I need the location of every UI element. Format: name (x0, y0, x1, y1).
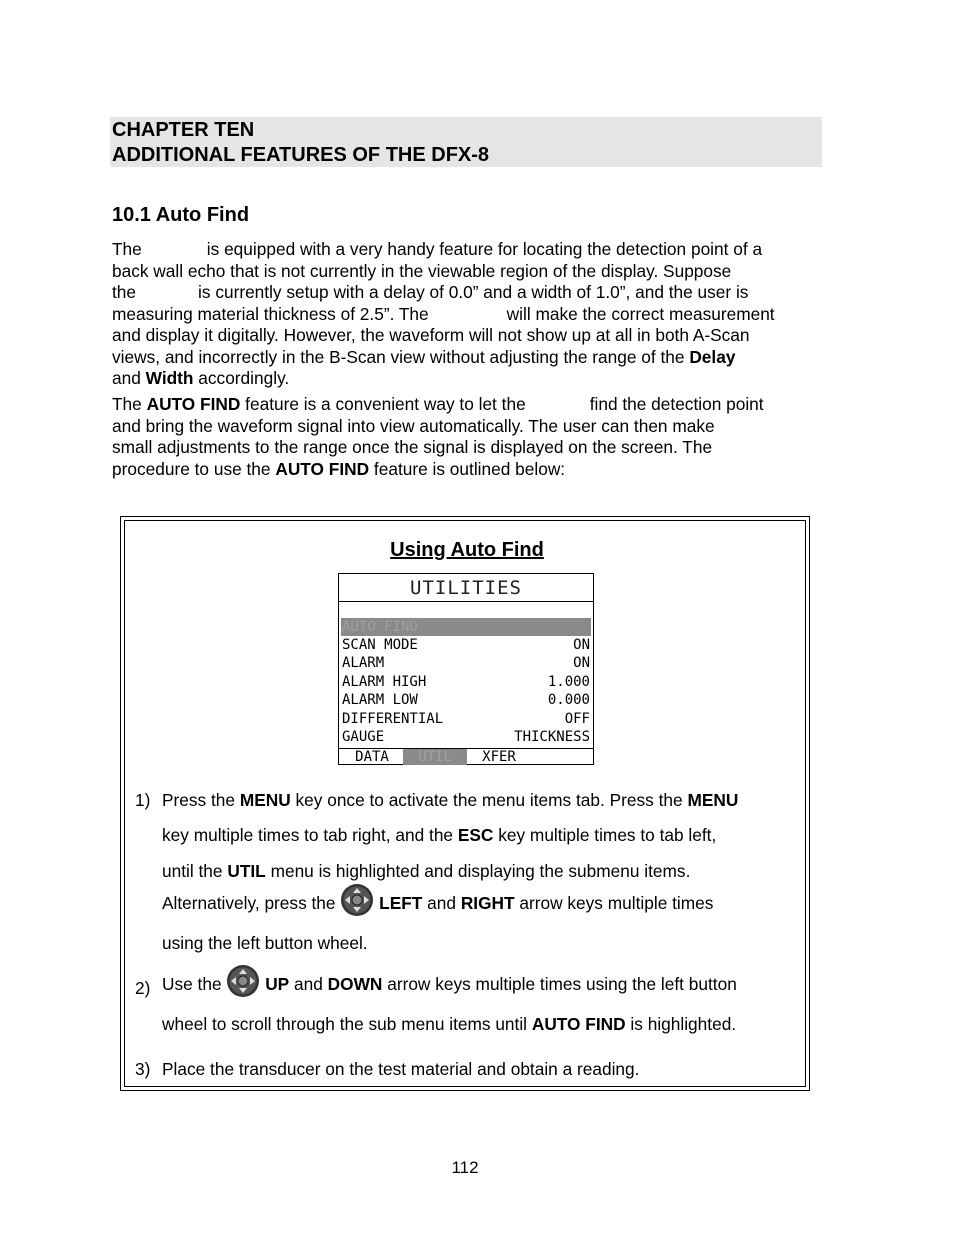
step-line (162, 883, 713, 917)
key-name: UP (265, 974, 290, 994)
key-name: AUTO FIND (531, 1014, 626, 1034)
text: will make the correct measurement (506, 303, 775, 324)
chapter-heading (110, 117, 822, 167)
menu-item-value: ON (573, 655, 590, 671)
menu-item-label: DIFFERENTIAL (342, 711, 444, 727)
text-line (112, 239, 824, 261)
device-menu-screen (338, 573, 594, 765)
text: arrow keys multiple times (519, 893, 714, 913)
section-title: 10.1 Auto Find (112, 204, 250, 226)
step-line: Place the transducer on the test material and obtain a reading. (162, 1059, 640, 1079)
menu-item-value: OFF (564, 711, 590, 727)
text-line: back wall echo that is not currently in the viewable region of the display. Suppose (112, 260, 732, 281)
key-name: UTIL (227, 861, 266, 881)
text: The (112, 239, 142, 259)
menu-item-alarm-high[interactable] (341, 673, 591, 691)
text-line: small adjustments to the range once the signal is displayed on the screen. The (112, 437, 713, 457)
text: feature is a convenient way to let the (245, 394, 526, 414)
menu-item-value: 0.000 (547, 692, 590, 708)
tab-data[interactable]: DATA (355, 749, 389, 765)
key-name: MENU (239, 790, 291, 810)
text: wheel to scroll through the sub menu items until (162, 1014, 528, 1034)
text: the (112, 282, 137, 302)
text: accordingly. (198, 368, 290, 388)
step-line (162, 1013, 736, 1035)
text: is highlighted. (630, 1014, 737, 1034)
screen-title: UTILITIES (339, 575, 593, 602)
step-line (162, 824, 716, 846)
text: The (112, 394, 142, 414)
button-wheel-icon (226, 964, 260, 998)
menu-item-label: GAUGE (342, 729, 385, 745)
tab-util[interactable]: UTIL (403, 749, 467, 765)
key-name: ESC (457, 825, 494, 845)
text-line (112, 459, 824, 481)
key-name: RIGHT (460, 893, 515, 913)
chapter-title: ADDITIONAL FEATURES OF THE DFX-8 (112, 144, 490, 166)
text-line (112, 282, 824, 304)
key-name: LEFT (379, 893, 423, 913)
text: is currently setup with a delay of 0.0” and a width of 1.0”, and the user is (198, 282, 749, 302)
intro-paragraph-2 (112, 394, 824, 480)
menu-item-differential[interactable] (341, 710, 591, 728)
tab-xfer[interactable]: XFER (482, 749, 516, 765)
menu-item-scan-mode[interactable] (341, 636, 591, 654)
chapter-number: CHAPTER TEN (112, 119, 255, 141)
text: find the detection point (589, 394, 764, 414)
key-name: DOWN (327, 974, 383, 994)
text: until the (162, 861, 223, 881)
bold-term: Width (145, 368, 194, 388)
bold-term: AUTO FIND (275, 458, 370, 479)
text: menu is highlighted and displaying the submenu items. (270, 861, 691, 881)
step-2-number: 2) (135, 978, 151, 998)
text-line: and display it digitally. However, the waveform will not show up at all in both A-Scan (112, 325, 750, 345)
menu-item-label: ALARM (342, 655, 385, 671)
text: Use the (162, 974, 222, 994)
menu-item-label: AUTO FIND (342, 619, 418, 635)
text-line (112, 304, 824, 326)
text: Press the (162, 790, 235, 810)
text: and (112, 368, 141, 388)
text-line (112, 394, 824, 416)
menu-item-value: THICKNESS (514, 729, 590, 745)
menu-item-label: SCAN MODE (342, 637, 418, 653)
text: arrow keys multiple times using the left button (387, 974, 737, 994)
bold-term: Delay (689, 346, 736, 367)
intro-paragraph-1 (112, 239, 824, 390)
menu-item-label: ALARM HIGH (342, 674, 427, 690)
menu-item-auto-find[interactable] (341, 618, 591, 636)
menu-item-label: ALARM LOW (342, 692, 418, 708)
text: key multiple times to tab left, (498, 825, 717, 845)
text: feature is outlined below: (373, 458, 566, 479)
text: procedure to use the (112, 458, 271, 479)
text: measuring material thickness of 2.5”. The (112, 303, 429, 324)
text: Alternatively, press the (162, 893, 336, 913)
button-wheel-icon (340, 883, 374, 917)
text: and (294, 974, 323, 994)
text: and (427, 893, 457, 913)
procedure-title: Using Auto Find (390, 539, 544, 561)
menu-item-value: 1.000 (547, 674, 590, 690)
bold-term: AUTO FIND (146, 394, 241, 414)
text: key once to activate the menu items tab. Press the (295, 790, 683, 810)
text: key multiple times to tab right, and the (162, 825, 454, 845)
menu-tabs (339, 748, 593, 765)
text: views, and incorrectly in the B-Scan view without adjusting the range of the (112, 346, 685, 367)
step-1-number: 1) (135, 790, 151, 810)
text-line (112, 347, 824, 369)
key-name: MENU (687, 790, 739, 810)
page-number: 112 (451, 1158, 479, 1177)
step-line (162, 964, 737, 998)
menu-item-gauge[interactable] (341, 728, 591, 746)
step-3-number: 3) (135, 1059, 151, 1079)
menu-item-alarm[interactable] (341, 654, 591, 672)
text-line: and bring the waveform signal into view automatically. The user can then make (112, 415, 715, 436)
step-line (162, 860, 690, 882)
text-line (112, 368, 824, 390)
step-line (162, 789, 738, 811)
menu-item-alarm-low[interactable] (341, 691, 591, 709)
text: is equipped with a very handy feature for locating the detection point of a (206, 239, 763, 259)
step-line: using the left button wheel. (162, 933, 368, 953)
menu-item-value: ON (573, 637, 590, 653)
